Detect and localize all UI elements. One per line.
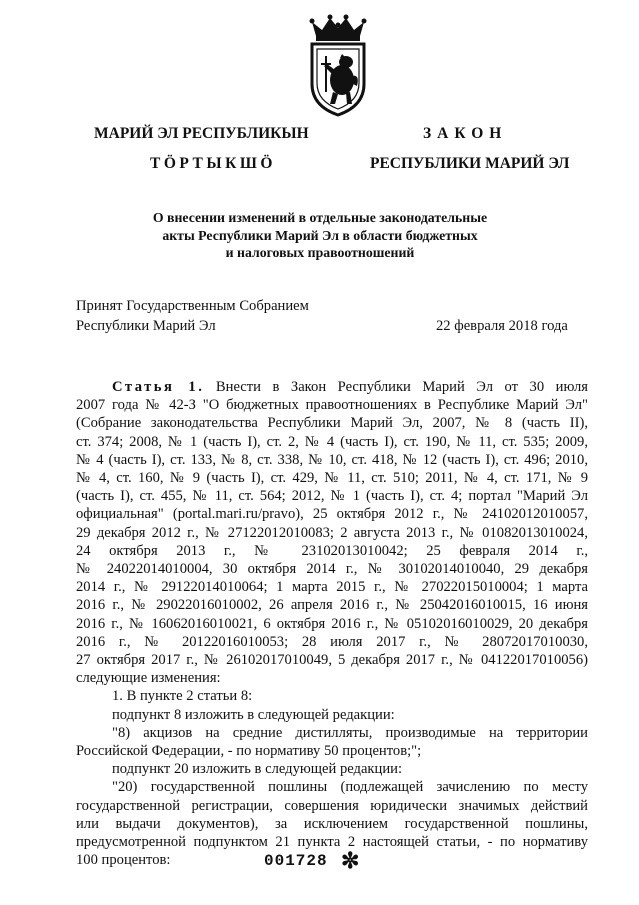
adoption-line: Республики Марий Эл xyxy=(76,318,216,334)
article-first-line xyxy=(76,378,588,396)
article-body xyxy=(76,378,588,869)
title-line: акты Республики Марий Эл в области бюджетных xyxy=(162,227,478,243)
article-line: следующие изменения: xyxy=(76,670,221,687)
republic-name-mari: МАРИЙ ЭЛ РЕСПУБЛИКЫН xyxy=(94,125,309,142)
subitem-20-text: "20) государственной пошлины (подлежащей зачислению по месту xyxy=(112,779,588,796)
subitem-20-text: или выдачи документов), за исключением государственной пошлины, xyxy=(76,815,588,832)
subitem-20-text: 100 процентов: xyxy=(76,852,171,869)
subitem-20-intro: подпункт 20 изложить в следующей редакции: xyxy=(112,761,403,778)
title-line: О внесении изменений в отдельные законодательные xyxy=(152,210,488,225)
article-line: № 4 (часть I), ст. 133, № 8, ст. 338, № 10, ст. 418, № 12 (часть I), ст. 496; 2010, xyxy=(76,451,588,468)
article-line: 24 октября 2013 г., № 23102013010042; 25 февраля 2014 г., xyxy=(76,542,588,559)
article-label: Статья 1. xyxy=(112,379,205,395)
article-line: 2016 г., № 29022016010002, 26 апреля 2016 г., № 25042016010015, 16 июня xyxy=(76,597,588,614)
subitem-20-text: государственной регистрации, совершения юридически значимых действий xyxy=(76,797,588,814)
law-label-mari: ТӦРТЫКШӦ xyxy=(150,155,276,172)
adoption-note xyxy=(76,296,309,336)
article-line: 27 октября 2017 г., № 26102017010049, 5 декабря 2017 г., № 04122017010056) xyxy=(76,652,588,669)
law-label-russian: ЗАКОН xyxy=(423,125,508,142)
article-line: (Собрание законодательства Республики Марий Эл, 2007, № 8 (часть II), xyxy=(76,415,588,432)
article-line: (часть I), ст. 455, № 11, ст. 564; 2012, № 1 (часть I), ст. 4; портал "Марий Эл xyxy=(76,488,588,505)
article-line: ст. 374; 2008, № 1 (часть I), ст. 2, № 4 (часть I), ст. 190, № 11, ст. 535; 2009, xyxy=(76,433,588,450)
article-line: 2014 г., № 29122014010064; 1 марта 2015 г., № 27022015010004; 1 марта xyxy=(76,579,588,596)
subitem-8-text: "8) акцизов на средние дистилляты, производимые на территории xyxy=(112,724,588,741)
subitem-20-text: предусмотренной подпунктом 21 пункта 2 настоящей статьи, - по нормативу xyxy=(76,834,588,851)
subitem-8-text: Российской Федерации, - по нормативу 50 процентов;"; xyxy=(76,743,422,760)
document-number: 001728 xyxy=(264,852,328,870)
subitem-8-intro: подпункт 8 изложить в следующей редакции: xyxy=(112,706,395,723)
item-1: 1. В пункте 2 статьи 8: xyxy=(112,688,253,705)
adoption-date: 22 февраля 2018 года xyxy=(436,318,568,334)
republic-name-russian: РЕСПУБЛИКИ МАРИЙ ЭЛ xyxy=(370,155,570,172)
coat-of-arms-icon xyxy=(302,14,374,118)
title-line: и налоговых правоотношений xyxy=(225,245,415,260)
star-icon: ✼ xyxy=(341,848,360,873)
article-line: № 4, ст. 160, № 9 (часть I), ст. 429, № 11, ст. 510; 2011, № 4, ст. 171, № 9 xyxy=(76,470,588,487)
article-line: № 24022014010004, 30 октября 2014 г., № 30102014010040, 29 декабря xyxy=(76,561,588,578)
article-line: 2016 г., № 20122016010053; 28 июля 2017 г., № 28072017010030, xyxy=(76,633,588,650)
article-line: 2007 года № 42-З "О бюджетных правоотношениях в Республике Марий Эл" xyxy=(76,397,588,414)
adoption-line: Принят Государственным Собранием xyxy=(76,298,309,314)
article-line: 29 декабря 2012 г., № 27122012010083; 2 августа 2013 г., № 01082013010024, xyxy=(76,524,588,541)
article-line: официальная" (portal.mari.ru/pravo), 25 октября 2012 г., № 24102012010057, xyxy=(76,506,588,523)
article-first-line-text: Внести в Закон Республики Марий Эл от 30 июля xyxy=(215,379,588,395)
document-title xyxy=(100,209,540,262)
article-line: 2016 г., № 16062016010021, 6 октября 2016 г., № 05102016010029, 20 декабря xyxy=(76,615,588,632)
